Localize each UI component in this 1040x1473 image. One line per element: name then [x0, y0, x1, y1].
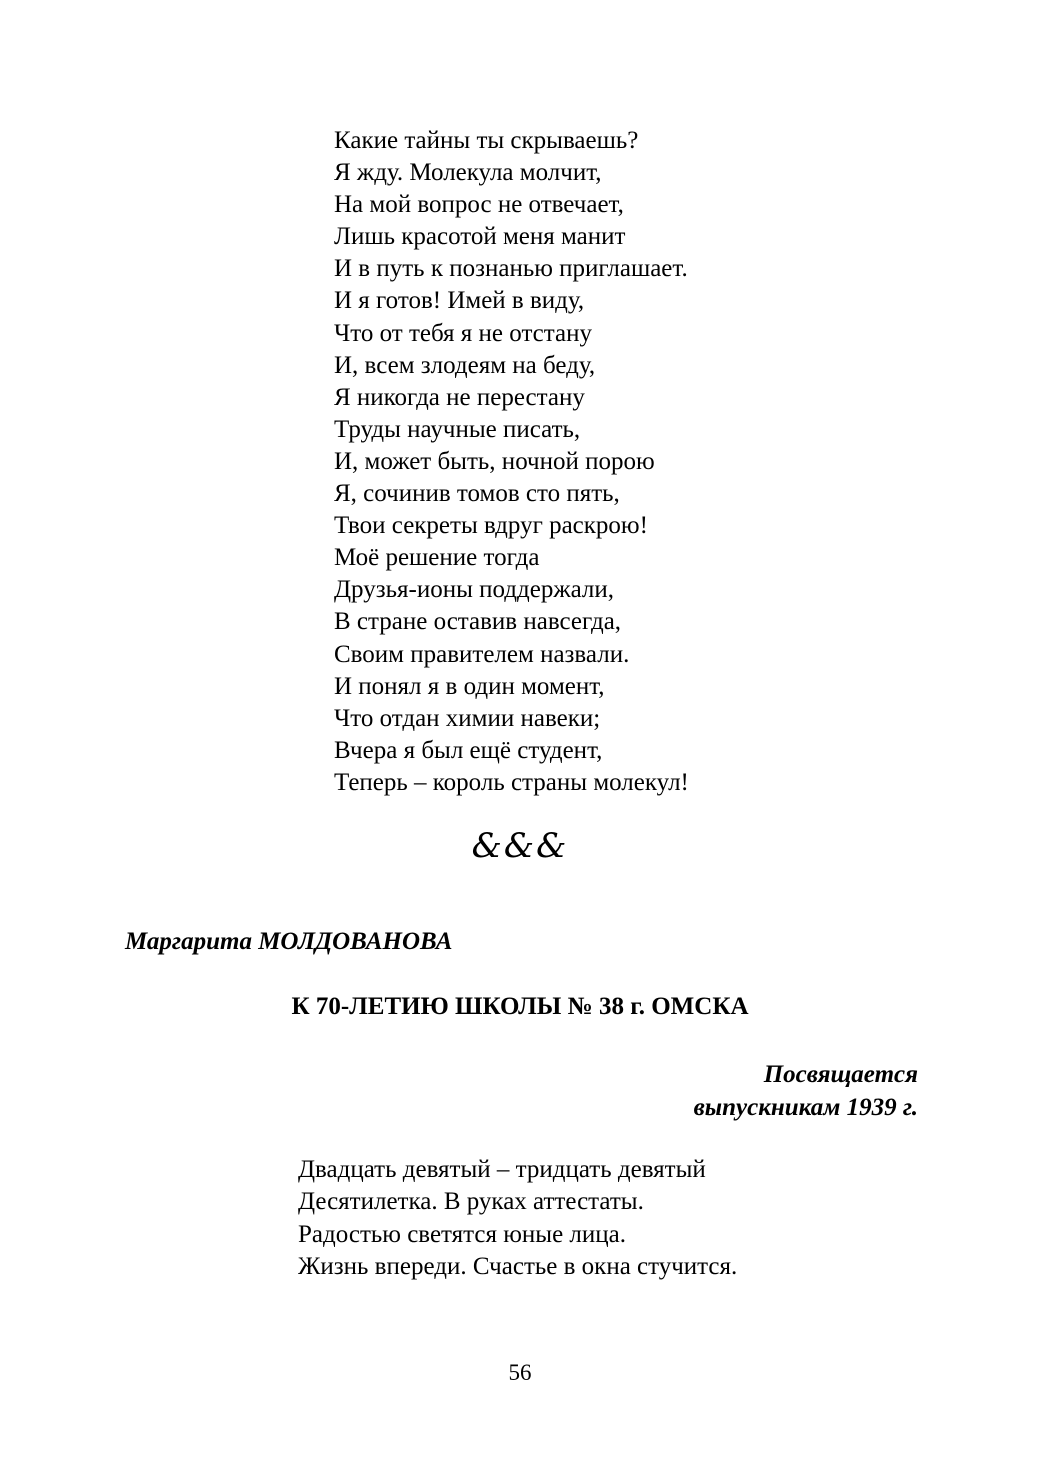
- dedication: [694, 1058, 918, 1124]
- poem-line: И я готов! Имей в виду,: [334, 287, 585, 315]
- poem-line: Твои секреты вдруг раскрою!: [334, 512, 648, 540]
- poem-line: Я жду. Молекула молчит,: [334, 159, 602, 187]
- dedication-line: Посвящается: [763, 1061, 918, 1088]
- poem-line: В стране оставив навсегда,: [334, 608, 622, 636]
- page-number: 56: [508, 1360, 532, 1385]
- poem-line: Моё решение тогда: [334, 544, 540, 572]
- poem-body: [298, 1154, 737, 1283]
- poem-line: И, всем злодеям на беду,: [334, 351, 596, 379]
- poem-line: Что отдан химии навеки;: [334, 704, 601, 732]
- poem-line: Десятилетка. В руках аттестаты.: [298, 1188, 644, 1216]
- poem-line: Я, сочинив томов сто пять,: [334, 480, 620, 508]
- poem-line: Друзья-ионы поддержали,: [334, 576, 615, 604]
- poem-line: Радостью светятся юные лица.: [298, 1220, 626, 1248]
- poem-line: Жизнь впереди. Счастье в окна стучится.: [298, 1252, 738, 1280]
- poem-line: Я никогда не перестану: [334, 383, 585, 411]
- poem-line: Труды научные писать,: [334, 415, 581, 443]
- poem-line: Какие тайны ты скрываешь?: [334, 127, 639, 154]
- poem-line: И, может быть, ночной порою: [334, 447, 655, 475]
- section-divider: &&&: [471, 826, 569, 866]
- dedication-line: выпускникам 1939 г.: [693, 1094, 918, 1121]
- poem-line: На мой вопрос не отвечает,: [334, 191, 624, 219]
- poem-line: Своим правителем назвали.: [334, 640, 630, 668]
- poem-line: И понял я в один момент,: [334, 672, 605, 700]
- author-name: Маргарита МОЛДОВАНОВА: [125, 928, 453, 955]
- poem-line: Что от тебя я не отстану: [334, 319, 592, 347]
- poem-line: Двадцать девятый – тридцать девятый: [298, 1156, 706, 1183]
- poem-line: Лишь красотой меня манит: [334, 223, 626, 251]
- poem-continuation: [334, 125, 689, 799]
- poem-title: К 70-ЛЕТИЮ ШКОЛЫ № 38 г. ОМСКА: [291, 993, 749, 1020]
- poem-line: Теперь – король страны молекул!: [334, 768, 689, 796]
- poem-line: И в путь к познанью приглашает.: [334, 255, 688, 283]
- poem-line: Вчера я был ещё студент,: [334, 736, 603, 764]
